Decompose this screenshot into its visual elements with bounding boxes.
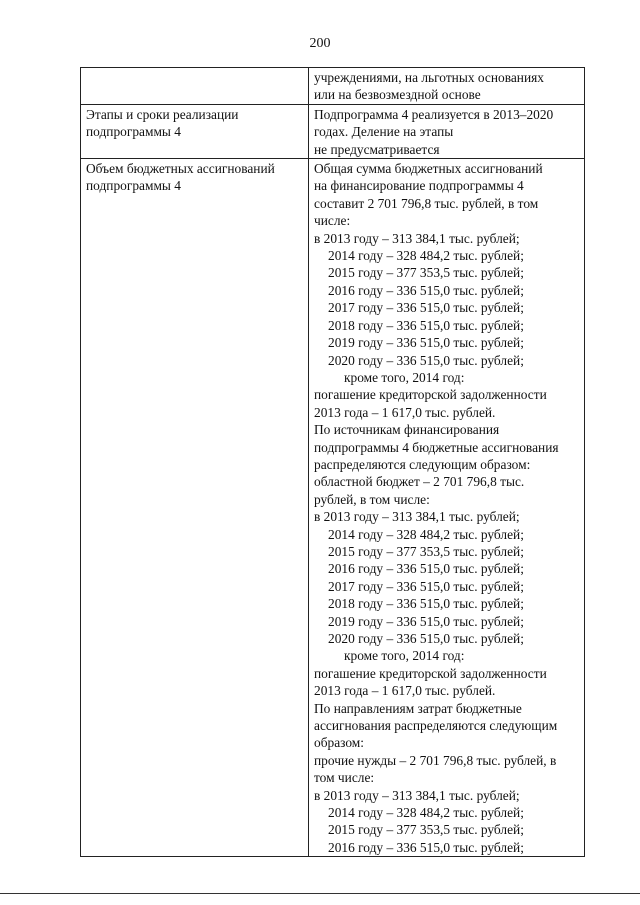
row-value-line: на финансирование подпрограммы 4 <box>314 178 524 194</box>
row-value-line: 2016 году – 336 515,0 тыс. рублей; <box>328 561 524 577</box>
row-value-line: областной бюджет – 2 701 796,8 тыс. <box>314 474 525 490</box>
row-value-line: По направлениям затрат бюджетные <box>314 700 522 716</box>
row-value-line: 2019 году – 336 515,0 тыс. рублей; <box>328 335 524 351</box>
row-value-line: погашение кредиторской задолженности <box>314 665 547 681</box>
row-value-line: 2015 году – 377 353,5 тыс. рублей; <box>328 543 524 559</box>
row-label-cell <box>81 104 309 158</box>
row-value-line: в 2013 году – 313 384,1 тыс. рублей; <box>314 230 520 246</box>
row-value-line: 2019 году – 336 515,0 тыс. рублей; <box>328 613 524 629</box>
row-label-line: подпрограммы 4 <box>86 178 181 194</box>
row-value-line: кроме того, 2014 год: <box>344 369 465 385</box>
row-value-line: в 2013 году – 313 384,1 тыс. рублей; <box>314 509 520 525</box>
row-value-line: 2020 году – 336 515,0 тыс. рублей; <box>328 631 524 646</box>
row-value-line: 2013 года – 1 617,0 тыс. рублей. <box>314 683 496 699</box>
table-row <box>81 68 585 105</box>
row-value-line: том числе: <box>314 770 375 786</box>
row-value-line: не предусматривается <box>314 141 440 157</box>
page-bottom-rule <box>0 893 640 894</box>
row-value-line: 2014 году – 328 484,2 тыс. рублей; <box>328 805 524 821</box>
page-number: 200 <box>309 36 331 51</box>
row-value-line: 2018 году – 336 515,0 тыс. рублей; <box>328 596 524 612</box>
row-label-line: Объем бюджетных ассигнований <box>86 161 275 177</box>
row-value-line: 2017 году – 336 515,0 тыс. рублей; <box>328 300 524 316</box>
table-row <box>81 159 585 857</box>
row-value-line: учреждениями, на льготных основаниях <box>314 70 544 85</box>
row-value-line: 2017 году – 336 515,0 тыс. рублей; <box>328 578 524 594</box>
row-label-cell <box>81 68 309 105</box>
row-label-cell <box>81 159 309 857</box>
row-value-line: образом: <box>314 735 364 751</box>
row-value-line: кроме того, 2014 год: <box>344 648 465 664</box>
row-label-line: подпрограммы 4 <box>86 124 181 140</box>
row-value-cell <box>309 104 585 158</box>
row-value-line: 2016 году – 336 515,0 тыс. рублей; <box>328 282 524 298</box>
row-value-line: 2014 году – 328 484,2 тыс. рублей; <box>328 248 524 264</box>
row-value-line: распределяются следующим образом: <box>314 456 531 472</box>
row-value-line: или на безвозмездной основе <box>314 87 481 103</box>
row-value-line: погашение кредиторской задолженности <box>314 387 547 403</box>
row-value-line: ассигнования распределяются следующим <box>314 718 558 734</box>
row-value-line: 2015 году – 377 353,5 тыс. рублей; <box>328 822 524 838</box>
row-value-line: прочие нужды – 2 701 796,8 тыс. рублей, в <box>314 752 557 768</box>
row-value-line: 2020 году – 336 515,0 тыс. рублей; <box>328 352 524 368</box>
row-value-line: Подпрограмма 4 реализуется в 2013–2020 <box>314 106 554 122</box>
row-value-line: составит 2 701 796,8 тыс. рублей, в том <box>314 195 539 211</box>
row-value-line: числе: <box>314 213 351 229</box>
row-value-cell <box>309 68 585 105</box>
row-value-line: 2013 года – 1 617,0 тыс. рублей. <box>314 404 496 420</box>
row-value-line: 2015 году – 377 353,5 тыс. рублей; <box>328 265 524 281</box>
row-value-line: 2016 году – 336 515,0 тыс. рублей; <box>328 839 524 855</box>
row-value-line: По источникам финансирования <box>314 422 500 438</box>
row-value-line: 2018 году – 336 515,0 тыс. рублей; <box>328 317 524 333</box>
program-passport-table <box>80 67 585 857</box>
row-value-line: Общая сумма бюджетных ассигнований <box>314 161 543 177</box>
row-label-line: Этапы и сроки реализации <box>86 106 239 122</box>
row-value-line: в 2013 году – 313 384,1 тыс. рублей; <box>314 787 520 803</box>
row-value-line: годах. Деление на этапы <box>314 124 454 140</box>
row-value-line: рублей, в том числе: <box>314 491 430 507</box>
table-row <box>81 104 585 158</box>
row-value-cell <box>309 159 585 857</box>
row-value-line: 2014 году – 328 484,2 тыс. рублей; <box>328 526 524 542</box>
row-value-line: подпрограммы 4 бюджетные ассигнования <box>314 439 559 455</box>
